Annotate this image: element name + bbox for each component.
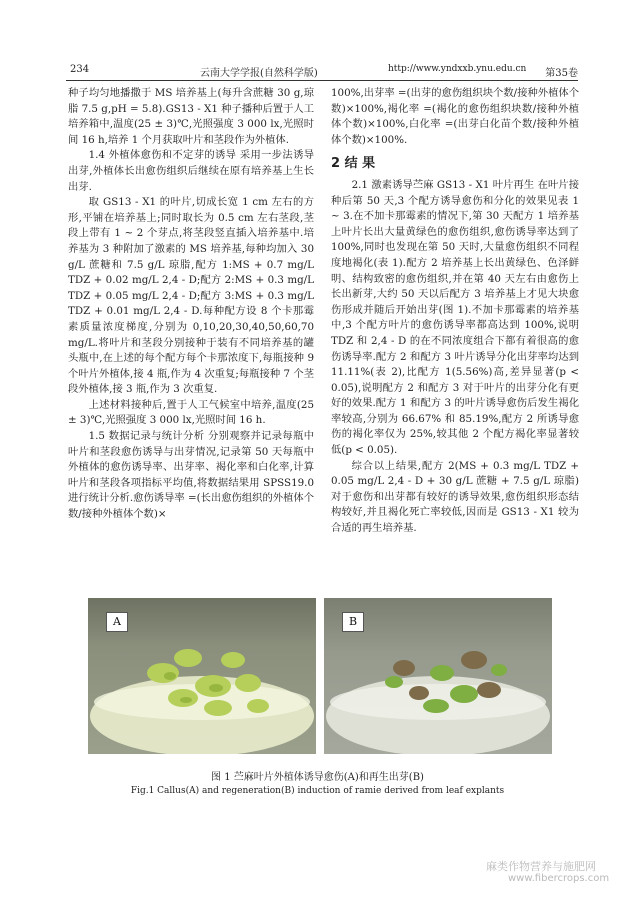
paragraph: 上述材料接种后,置于人工气候室中培养,温度(25 ± 3)℃,光照强度 3 000 lx,光照时间 16 h. [68, 398, 314, 427]
paragraph: 综合以上结果,配方 2(MS + 0.3 mg/L TDZ + 0.05 mg/L 2,4 - D + 30 g/L 蔗糖 + 7.5 g/L 琼脂)对于愈伤和出芽都有较好的诱导效果,愈伤组织形态结构较好,并且褐化死亡率较低,因而是 GS13 - X1 较为合适的再生培养基. [331, 459, 579, 535]
panel-b-label: B [342, 612, 364, 632]
figure-panel-a [88, 598, 316, 754]
section-2-1: 2.1 激素诱导苎麻 GS13 - X1 叶片再生 在叶片接种后第 50 天,3 个配方诱导愈伤和分化的效果见表 1 ~ 3.在不加卡那霉素的情况下,第 30 天配方 1 培养基上叶片长出大量黄绿色的愈伤组织,愈伤诱导率达到了 100%,同时也发现在第 50 天时,大量愈伤组织不同程度地褐化(表 1).配方 2 培养基上长出黄绿色、色泽鲜明、结构致密的愈伤组织,并在第 40 天左右由愈伤上长出新芽,大约 50 天以后配方 3 培养基上才见大块愈伤形成并随后开始出芽(图 1).不加卡那霉素的培养基中,3 个配方叶片的愈伤诱导率都高达到 100%,说明 TDZ 和 2,4 - D 的在不同浓度组合下都有着很高的愈伤诱导率.配方 2 和配方 3 叶片诱导分化出芽率均达到 11.11%(表 2),比配方 1(5.56%)高,差异显著(p < 0.05),说明配方 2 和配方 3 对于叶片的出芽分化有更好的效果.配方 1 和配方 3 的叶片诱导愈伤后发生褐化率较高,分别为 66.67% 和 85.19%,配方 2 所诱导愈伤的褐化率仅为 25%,较其他 2 个配方褐化率显著较低(p < 0.05). [331, 178, 579, 457]
panel-a-label: A [106, 612, 128, 632]
header-rule [66, 80, 578, 81]
figure-1 [88, 598, 552, 754]
journal-url[interactable]: http://www.yndxxb.ynu.edu.cn [388, 64, 527, 74]
paragraph: 100%,出芽率 =(出芽的愈伤组织块个数/接种外植体个数)×100%,褐化率 =(褐化的愈伤组织块数/接种外植体个数)×100%,白化率 =(出芽白化苗个数/接种外植体个数)×100%. [331, 87, 579, 146]
section-1-5: 1.5 数据记录与统计分析 分别观察并记录每瓶中叶片和茎段愈伤诱导与出芽情况,记录第 50 天每瓶中外植体的愈伤诱导率、出芽率、褐化率和白化率,计算叶片和茎段各项指标平均值,将数据结果用 SPSS19.0 进行统计分析.愈伤诱导率 =(长出愈伤组织的外植体个数/接种外植体个数)× [68, 430, 314, 521]
page-number: 234 [70, 64, 90, 75]
paragraph: 取 GS13 - X1 的叶片,切成长宽 1 cm 左右的方形,平铺在培养基上;同时取长为 0.5 cm 左右茎段,茎段上带有 1 ~ 2 个芽点,将茎段竖直插入培养基中.培养基为 3 种附加了激素的 MS 培养基,每种均加入 30 g/L 蔗糖和 7.5 g/L 琼脂,配方 1:MS + 0.7 mg/L TDZ + 0.02 mg/L 2,4 - D;配方 2:MS + 0.3 mg/L TDZ + 0.05 mg/L 2,4 - D;配方 3:MS + 0.3 mg/L TDZ + 0.01 mg/L 2,4 - D.每种配方设 8 个卡那霉素质量浓度梯度,分别为 0,10,20,30,40,50,60,70 mg/L.将叶片和茎段分别接种于装有不同培养基的罐头瓶中,在上述的每个配方每个卡那浓度下,每瓶接种 9 个叶片外植体,接 4 瓶,作为 4 次重复;每瓶接种 7 个茎段外植体,接 3 瓶,作为 3 次重复. [68, 196, 314, 396]
section-1-4: 1.4 外植体愈伤和不定芽的诱导 采用一步法诱导出芽,外植体长出愈伤组织后继续在原有培养基上生长出芽. [68, 149, 314, 193]
section-heading-results: 2 结 果 [331, 156, 376, 172]
journal-title: 云南大学学报(自然科学版) [200, 68, 318, 79]
left-column [68, 86, 314, 523]
right-column [331, 86, 579, 537]
figure-caption-en: Fig.1 Callus(A) and regeneration(B) induction of ramie derived from leaf explants [130, 786, 505, 796]
watermark-url: www.fibercrops.com [508, 873, 610, 884]
figure-panel-b [324, 598, 552, 754]
figure-caption-cn: 图 1 苎麻叶片外植体诱导愈伤(A)和再生出芽(B) [211, 772, 424, 783]
paragraph: 种子均匀地播撒于 MS 培养基上(每升含蔗糖 30 g,琼脂 7.5 g,pH = 5.8).GS13 - X1 种子播种后置于人工培养箱中,温度(25 ± 3)℃,光照强度 3 000 lx,光照时间 16 h,培养 1 个月获取叶片和茎段作为外植体. [68, 87, 314, 146]
running-header [70, 64, 578, 80]
watermark-text: 麻类作物营养与施肥网 [486, 860, 596, 873]
volume-label: 第35卷 [545, 68, 578, 79]
